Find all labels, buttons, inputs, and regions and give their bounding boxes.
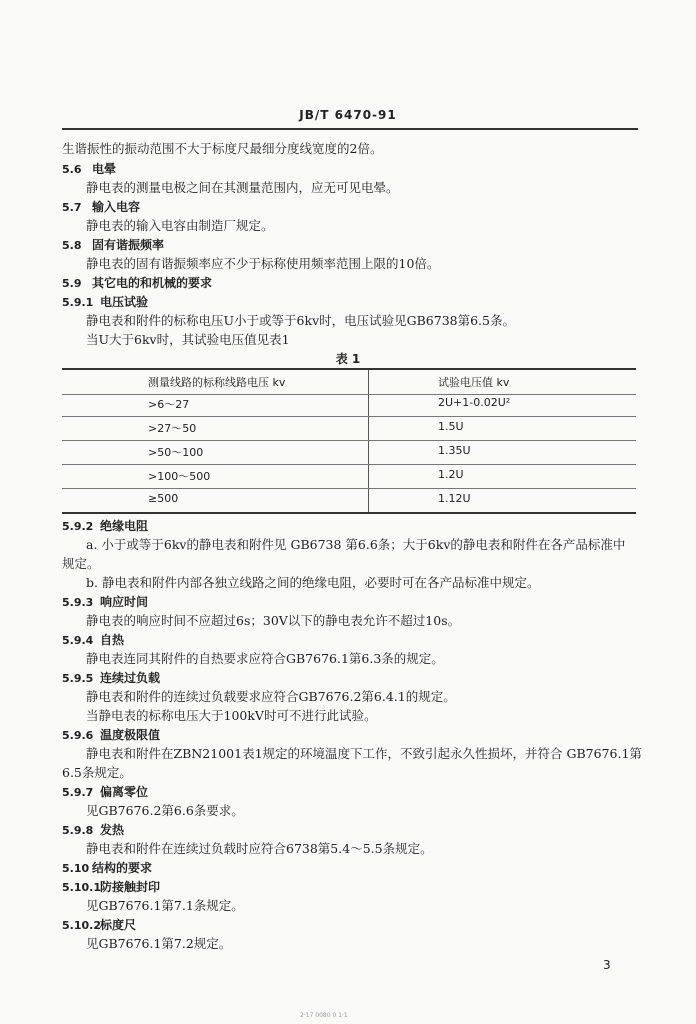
section-heading <box>62 822 124 839</box>
section-title: 输入电容 <box>92 200 141 214</box>
paragraph-text: 静电表的固有谐振频率应不少于标称使用频率范围上限的10倍。 <box>86 256 440 271</box>
test-voltage-cell: 2U+1-0.02U² <box>438 396 511 409</box>
section-heading <box>62 161 116 178</box>
section-number: 5.9 <box>62 277 82 290</box>
section-number: 5.7 <box>62 201 82 214</box>
header-rule <box>62 128 638 130</box>
paragraph-text: 静电表的响应时间不应超过6s；30V以下的静电表允许不超过10s。 <box>86 613 461 628</box>
body-text-line <box>86 313 515 329</box>
paragraph-text: 静电表和附件的标称电压U小于或等于6kv时，电压试验见GB6738第6.5条。 <box>86 313 515 328</box>
test-voltage-cell: 1.12U <box>438 492 471 505</box>
section-heading <box>62 275 212 292</box>
line-voltage-cell: >100～500 <box>148 470 211 483</box>
body-text-line <box>86 332 290 348</box>
body-text-line <box>62 765 132 781</box>
test-voltage-cell: 试验电压值 kv <box>438 376 510 389</box>
section-title: 电压试验 <box>100 295 149 309</box>
body-text-line <box>86 256 439 272</box>
paragraph-text: 静电表连同其附件的自热要求应符合GB7676.1第6.3条的规定。 <box>86 651 444 666</box>
paragraph-text: a. 小于或等于6kv的静电表和附件见 GB6738 第6.6条；大于6kv的静电表和附件在各产品标准中 <box>86 537 626 552</box>
section-title: 结构的要求 <box>92 861 153 875</box>
section-heading <box>62 879 160 896</box>
paragraph-text: 见GB7676.2第6.6条要求。 <box>86 803 244 818</box>
paragraph-text: 见GB7676.1第7.2规定。 <box>86 936 232 951</box>
paragraph-text: 当静电表的标称电压大于100kV时可不进行此试验。 <box>86 708 377 723</box>
section-number: 5.9.3 <box>62 596 94 609</box>
paragraph-text: 静电表的测量电极之间在其测量范围内，应无可见电晕。 <box>86 180 399 195</box>
body-text-line <box>62 141 382 157</box>
body-text-line <box>62 556 100 572</box>
section-title: 偏离零位 <box>100 785 149 799</box>
section-title: 绝缘电阻 <box>100 519 149 533</box>
section-heading <box>62 237 164 254</box>
footer-mark: 2·17 0080 0 1·1 <box>300 1012 348 1019</box>
section-heading <box>62 294 148 311</box>
section-number: 5.10.2 <box>62 919 101 932</box>
page-number: 3 <box>603 958 611 972</box>
body-text-line <box>86 841 433 857</box>
section-heading <box>62 784 148 801</box>
section-title: 响应时间 <box>100 595 149 609</box>
table-caption: 表 1 <box>335 352 361 366</box>
paragraph-text: 静电表和附件在连续过负载时应符合6738第5.4～5.5条规定。 <box>86 841 433 856</box>
paragraph-text: 静电表和附件在ZBN21001表1规定的环境温度下工作，不致引起永久性损坏，并符合 GB7676.1第 <box>86 746 642 761</box>
section-heading <box>62 727 160 744</box>
table-header-row <box>62 368 636 395</box>
section-title: 电晕 <box>92 162 117 176</box>
section-title: 固有谐振频率 <box>92 238 165 252</box>
table-row <box>62 416 636 441</box>
paragraph-text: 生谐振性的振动范围不大于标度尺最细分度线宽度的2倍。 <box>62 141 383 156</box>
paragraph-text: b. 静电表和附件内部各独立线路之间的绝缘电阻，必要时可在各产品标准中规定。 <box>86 575 540 590</box>
section-number: 5.10 <box>62 862 90 875</box>
section-title: 发热 <box>100 823 125 837</box>
table-row <box>62 392 636 417</box>
section-title: 自热 <box>100 633 125 647</box>
section-number: 5.8 <box>62 239 82 252</box>
body-text-line <box>86 575 539 591</box>
section-heading <box>62 917 136 934</box>
body-text-line <box>86 708 376 724</box>
paragraph-text: 当U大于6kv时，其试验电压值见表1 <box>86 332 290 347</box>
section-number: 5.9.8 <box>62 824 94 837</box>
section-number: 5.9.4 <box>62 634 94 647</box>
section-heading <box>62 860 152 877</box>
line-voltage-cell: 测量线路的标称线路电压 kv <box>148 376 286 389</box>
body-text-line <box>86 180 399 196</box>
line-voltage-cell: >50～100 <box>148 446 204 459</box>
body-text-line <box>86 746 642 762</box>
section-number: 5.9.6 <box>62 729 94 742</box>
body-text-line <box>86 689 456 705</box>
test-voltage-cell: 1.2U <box>438 468 464 481</box>
section-number: 5.9.1 <box>62 296 94 309</box>
section-title: 其它电的和机械的要求 <box>92 276 213 290</box>
section-number: 5.6 <box>62 163 82 176</box>
section-heading <box>62 594 148 611</box>
line-voltage-cell: ≥500 <box>148 492 179 505</box>
paragraph-text: 见GB7676.1第7.1条规定。 <box>86 898 244 913</box>
section-heading <box>62 199 140 216</box>
section-heading <box>62 632 124 649</box>
body-text-line <box>86 651 444 667</box>
body-text-line <box>86 803 244 819</box>
section-heading <box>62 670 160 687</box>
section-title: 连续过负载 <box>100 671 161 685</box>
section-title: 标度尺 <box>100 918 137 932</box>
section-title: 温度极限值 <box>100 728 161 742</box>
section-number: 5.10.1 <box>62 881 101 894</box>
table-row <box>62 440 636 465</box>
body-text-line <box>86 218 274 234</box>
section-title: 防接触封印 <box>100 880 161 894</box>
body-text-line <box>86 898 244 914</box>
test-voltage-cell: 1.5U <box>438 420 464 433</box>
paragraph-text: 静电表和附件的连续过负载要求应符合GB7676.2第6.4.1的规定。 <box>86 689 456 704</box>
section-number: 5.9.7 <box>62 786 94 799</box>
paragraph-text: 静电表的输入电容由制造厂规定。 <box>86 218 274 233</box>
test-voltage-cell: 1.35U <box>438 444 471 457</box>
line-voltage-cell: >6～27 <box>148 398 190 411</box>
document-header: JB/T 6470-91 <box>299 108 397 122</box>
body-text-line <box>86 537 625 553</box>
paragraph-text: 规定。 <box>62 556 100 571</box>
section-number: 5.9.5 <box>62 672 94 685</box>
paragraph-text: 6.5条规定。 <box>62 765 132 780</box>
table-row <box>62 488 636 514</box>
table-row <box>62 464 636 489</box>
section-number: 5.9.2 <box>62 520 94 533</box>
line-voltage-cell: >27～50 <box>148 422 197 435</box>
body-text-line <box>86 936 231 952</box>
section-heading <box>62 518 148 535</box>
body-text-line <box>86 613 460 629</box>
